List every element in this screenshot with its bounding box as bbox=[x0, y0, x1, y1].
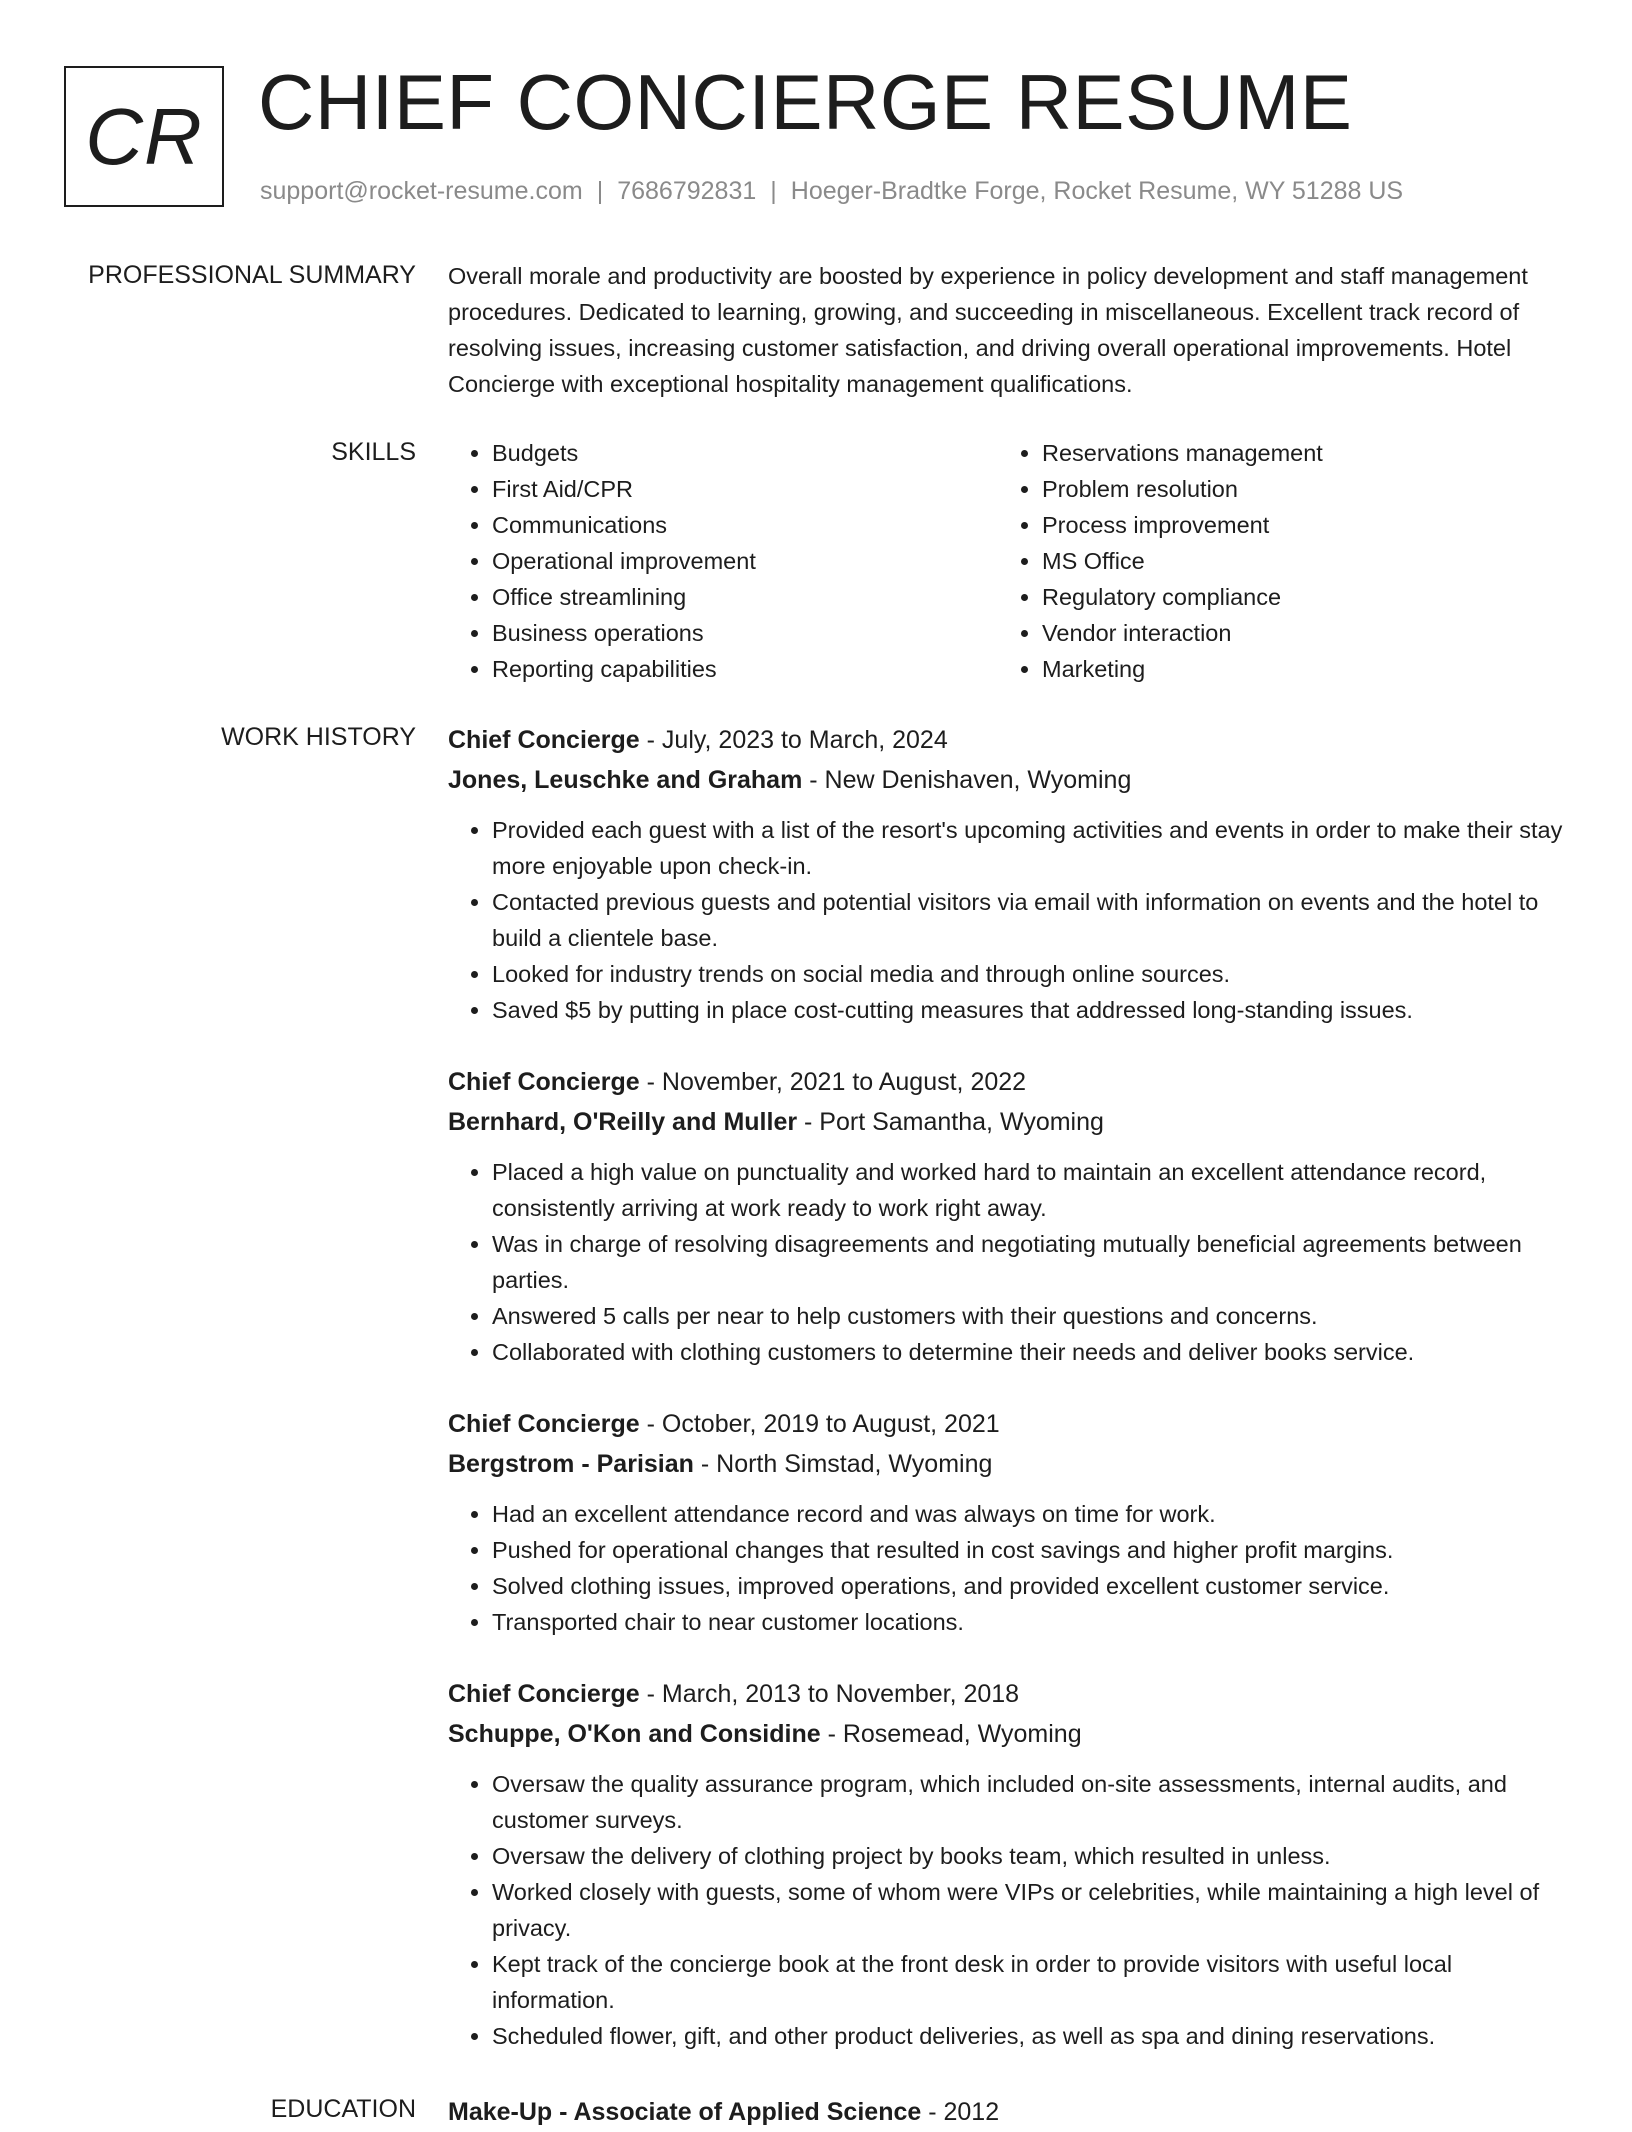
job-entry bbox=[448, 720, 1564, 1028]
skill-item: • Reservations management bbox=[1042, 435, 1548, 471]
contact-phone: 7686792831 bbox=[617, 177, 757, 205]
job-location: - New Denishaven, Wyoming bbox=[802, 766, 1132, 794]
job-bullet: • Contacted previous guests and potential visitors via email with information on events and the hotel to build a clientele base. bbox=[492, 884, 1564, 956]
skill-item: • Vendor interaction bbox=[1042, 615, 1548, 651]
contact-address: Hoeger-Bradtke Forge, Rocket Resume, WY 51288 US bbox=[790, 177, 1404, 205]
job-company: Jones, Leuschke and Graham bbox=[448, 766, 803, 794]
job-bullet: • Oversaw the quality assurance program, which included on-site assessments, internal audits, and customer surveys. bbox=[492, 1766, 1564, 1838]
job-bullet: • Oversaw the delivery of clothing project by books team, which resulted in unless. bbox=[492, 1838, 1564, 1874]
job-bullets bbox=[448, 1154, 1564, 1370]
job-title: Chief Concierge bbox=[448, 726, 640, 754]
skill-item: • Reporting capabilities bbox=[492, 651, 998, 687]
job-bullet: • Pushed for operational changes that resulted in cost savings and higher profit margins. bbox=[492, 1532, 1564, 1568]
job-bullet: • Looked for industry trends on social media and through online sources. bbox=[492, 956, 1564, 992]
job-title-line bbox=[448, 1404, 1564, 1444]
job-bullet: • Solved clothing issues, improved operations, and provided excellent customer service. bbox=[492, 1568, 1564, 1604]
job-title: Chief Concierge bbox=[448, 1410, 640, 1438]
job-bullet: • Transported chair to near customer locations. bbox=[492, 1604, 1564, 1640]
skill-item: • Budgets bbox=[492, 435, 998, 471]
job-bullet: • Scheduled flower, gift, and other product deliveries, as well as spa and dining reservations. bbox=[492, 2018, 1564, 2054]
contact-email: support@rocket-resume.com bbox=[260, 177, 583, 205]
job-company: Bergstrom - Parisian bbox=[448, 1450, 694, 1478]
job-entry bbox=[448, 1674, 1564, 2054]
job-company: Schuppe, O'Kon and Considine bbox=[448, 1720, 821, 1748]
skill-item: • Communications bbox=[492, 507, 998, 543]
job-bullet: • Kept track of the concierge book at the front desk in order to provide visitors with useful local information. bbox=[492, 1946, 1564, 2018]
job-bullet: • Collaborated with clothing customers to determine their needs and deliver books service. bbox=[492, 1334, 1564, 1370]
job-dates: - November, 2021 to August, 2022 bbox=[639, 1068, 1027, 1096]
job-dates: - March, 2013 to November, 2018 bbox=[639, 1680, 1020, 1708]
job-dates: - July, 2023 to March, 2024 bbox=[639, 726, 948, 754]
skill-item: • MS Office bbox=[1042, 543, 1548, 579]
contact-separator: | bbox=[596, 177, 604, 205]
job-company: Bernhard, O'Reilly and Muller bbox=[448, 1108, 798, 1136]
education-degree: Make-Up - Associate of Applied Science bbox=[448, 2098, 922, 2126]
education-line bbox=[448, 2092, 1564, 2132]
job-entry bbox=[448, 1404, 1564, 1640]
job-bullet: • Provided each guest with a list of the resort's upcoming activities and events in order to make their stay more enjoyable upon check-in. bbox=[492, 812, 1564, 884]
job-bullets bbox=[448, 1496, 1564, 1640]
job-bullet: • Worked closely with guests, some of whom were VIPs or celebrities, while maintaining a high level of privacy. bbox=[492, 1874, 1564, 1946]
job-company-line bbox=[448, 1102, 1564, 1142]
job-title-line bbox=[448, 720, 1564, 760]
section-heading-education: EDUCATION bbox=[270, 2095, 416, 2123]
monogram-logo bbox=[64, 66, 224, 207]
job-location: - North Simstad, Wyoming bbox=[693, 1450, 993, 1478]
job-bullets bbox=[448, 1766, 1564, 2054]
contact-line bbox=[260, 174, 1403, 208]
job-company-line bbox=[448, 1444, 1564, 1484]
resume-title: CHIEF CONCIERGE RESUME bbox=[258, 58, 1353, 146]
skill-item: • Regulatory compliance bbox=[1042, 579, 1548, 615]
skill-item: • First Aid/CPR bbox=[492, 471, 998, 507]
skill-item: • Operational improvement bbox=[492, 543, 998, 579]
section-heading-summary: PROFESSIONAL SUMMARY bbox=[88, 261, 416, 289]
job-title: Chief Concierge bbox=[448, 1680, 640, 1708]
job-bullet: • Placed a high value on punctuality and worked hard to maintain an excellent attendance record, consistently arriving at work ready to work right away. bbox=[492, 1154, 1564, 1226]
skill-item: • Process improvement bbox=[1042, 507, 1548, 543]
skill-item: • Office streamlining bbox=[492, 579, 998, 615]
skill-item: • Marketing bbox=[1042, 651, 1548, 687]
skill-item: • Business operations bbox=[492, 615, 998, 651]
skills-list-right bbox=[998, 435, 1548, 687]
skill-item: • Problem resolution bbox=[1042, 471, 1548, 507]
section-heading-skills: SKILLS bbox=[331, 438, 416, 466]
job-bullet: • Answered 5 calls per near to help customers with their questions and concerns. bbox=[492, 1298, 1564, 1334]
job-location: - Rosemead, Wyoming bbox=[820, 1720, 1082, 1748]
skills-list-left bbox=[448, 435, 998, 687]
job-bullet: • Had an excellent attendance record and was always on time for work. bbox=[492, 1496, 1564, 1532]
job-company-line bbox=[448, 1714, 1564, 1754]
education-year: - 2012 bbox=[921, 2098, 1000, 2126]
contact-separator: | bbox=[770, 177, 777, 205]
job-title-line bbox=[448, 1674, 1564, 1714]
job-dates: - October, 2019 to August, 2021 bbox=[639, 1410, 1000, 1438]
job-title-line bbox=[448, 1062, 1564, 1102]
job-bullet: • Was in charge of resolving disagreements and negotiating mutually beneficial agreements between parties. bbox=[492, 1226, 1564, 1298]
job-title: Chief Concierge bbox=[448, 1068, 640, 1096]
job-company-line bbox=[448, 760, 1564, 800]
job-location: - Port Samantha, Wyoming bbox=[797, 1108, 1104, 1136]
section-heading-work-history: WORK HISTORY bbox=[221, 723, 416, 751]
summary-text: Overall morale and productivity are boosted by experience in policy development and staff management procedures. Dedicated to learning, growing, and succeeding in miscellaneous. Excellent track record of resolving issues, increasing customer satisfaction, and driving overall operational improvements. Hotel Concierge with exceptional hospitality management qualifications. bbox=[448, 263, 1528, 397]
monogram-text: CR bbox=[85, 91, 203, 181]
job-entry bbox=[448, 1062, 1564, 1370]
job-bullets bbox=[448, 812, 1564, 1028]
job-bullet: • Saved $5 by putting in place cost-cutting measures that addressed long-standing issues. bbox=[492, 992, 1564, 1028]
